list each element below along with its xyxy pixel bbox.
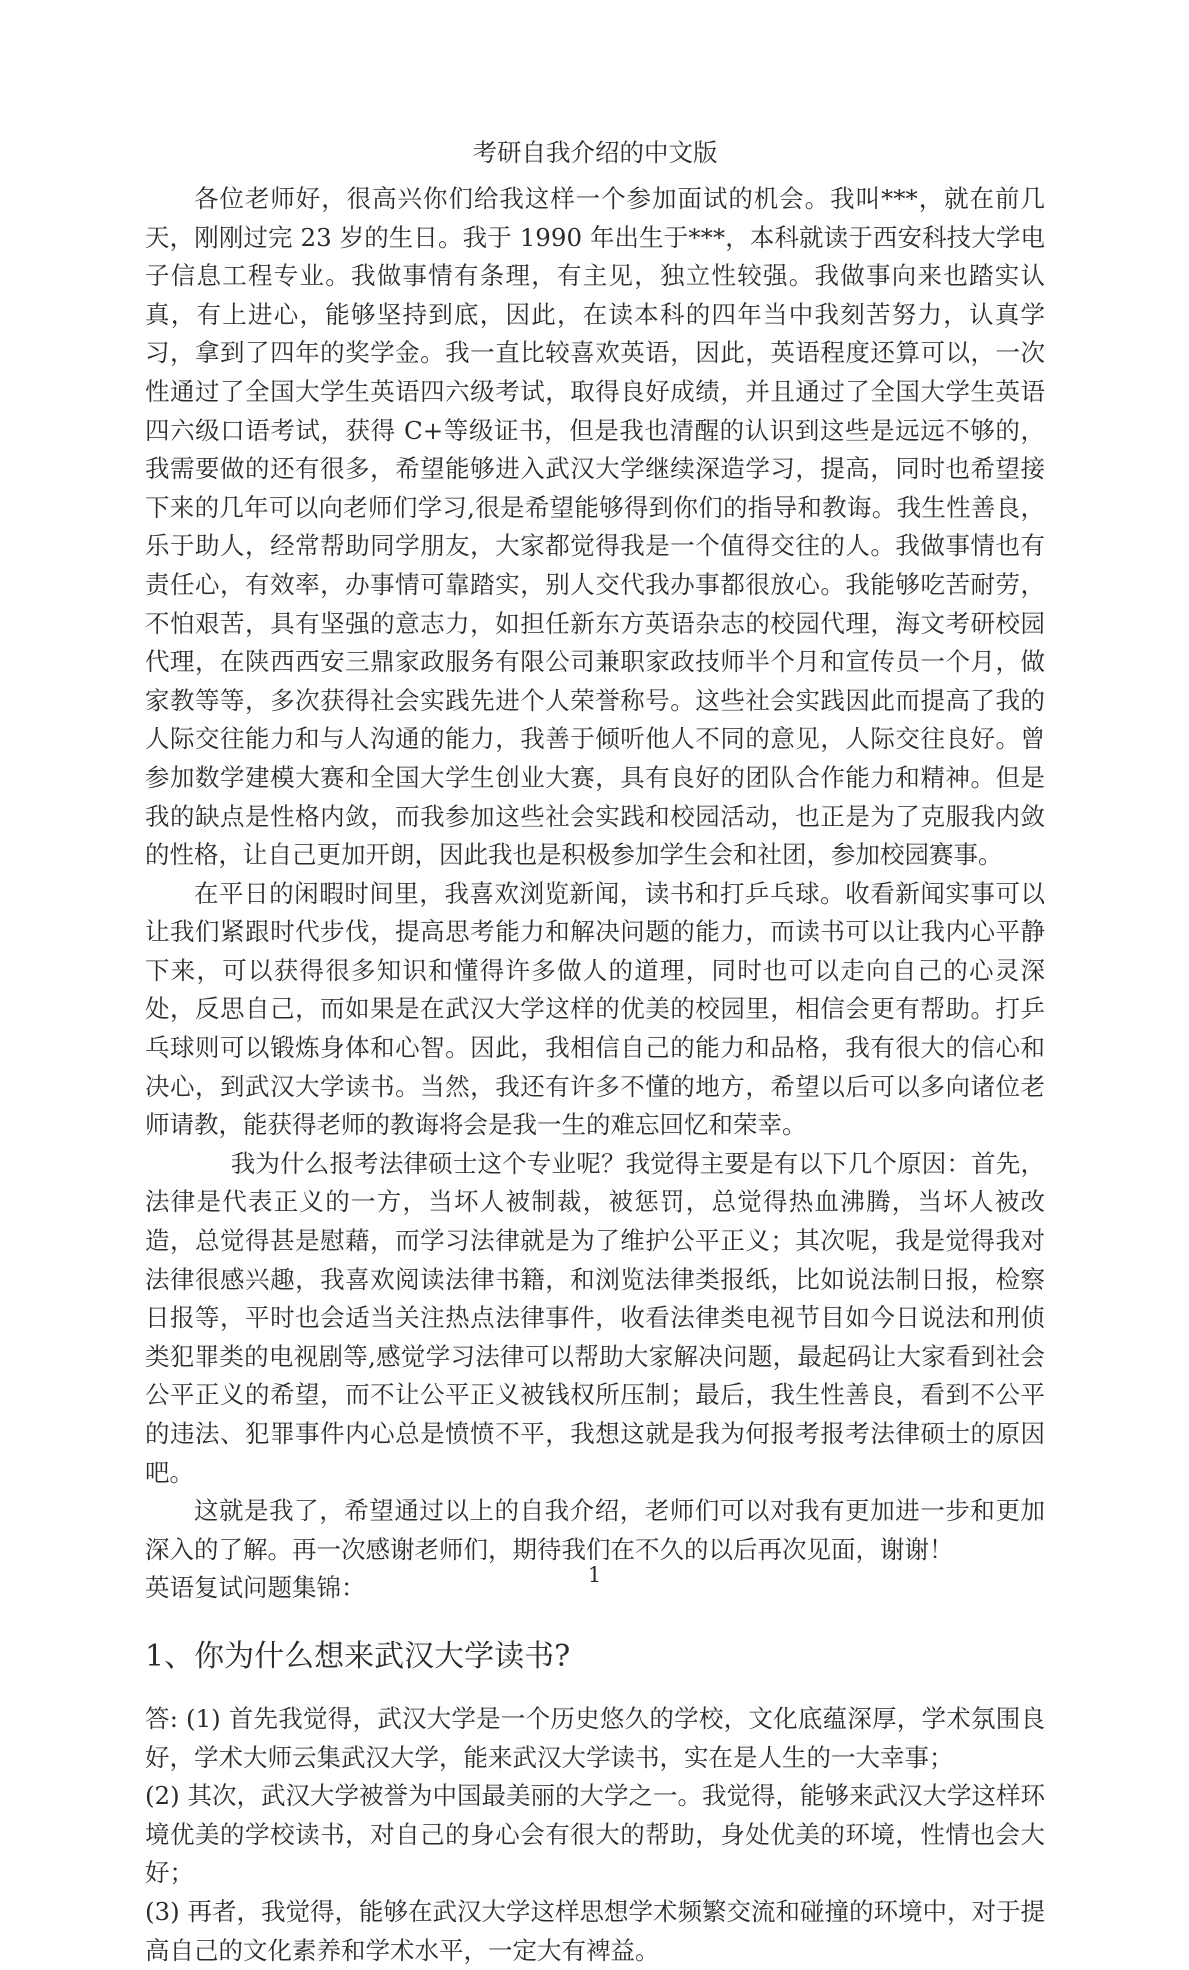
answer-point-3: (3) 再者，我觉得，能够在武汉大学这样思想学术频繁交流和碰撞的环境中，对于提高自己的文化素养和学术水平，一定大有裨益。 (145, 1896, 1045, 1965)
answer-point-1: 答: (1) 首先我觉得，武汉大学是一个历史悠久的学校，文化底蕴深厚，学术氛围良好，学术大师云集武汉大学，能来武汉大学读书，实在是人生的一大幸事； (145, 1703, 1045, 1772)
paragraph-closing: 这就是我了，希望通过以上的自我介绍，老师们可以对我有更加进一步和更加深入的了解。再一次感谢老师们，期待我们在不久的以后再次见面，谢谢！ (145, 1496, 1045, 1564)
paragraph-hobbies: 在平日的闲暇时间里，我喜欢浏览新闻，读书和打乒乓球。收看新闻实事可以让我们紧跟时代步伐，提高思考能力和解决问题的能力，而读书可以让我内心平静下来，可以获得很多知识和懂得许多做人的道理，同时也可以走向自己的心灵深处，反思自己，而如果是在武汉大学这样的优美的校园里，相信会更有帮助。打乒乓球则可以锻炼身体和心智。因此，我相信自己的能力和品格，我有很大的信心和决心，到武汉大学读书。当然，我还有许多不懂的地方，希望以后可以多向诸位老师请教，能获得老师的教诲将会是我一生的难忘回忆和荣幸。 (145, 878, 1045, 1140)
document-title: 考研自我介绍的中文版 (472, 138, 718, 167)
page-number: 1 (587, 1563, 602, 1587)
answer-point-2: (2) 其次，武汉大学被誉为中国最美丽的大学之一。我觉得，能够来武汉大学这样环境优美的学校读书，对自己的身心会有很大的帮助，身处优美的环境，性情也会大好； (145, 1781, 1045, 1888)
paragraph-why-law-major: 我为什么报考法律硕士这个专业呢？我觉得主要是有以下几个原因：首先，法律是代表正义的一方，当坏人被制裁，被惩罚，总觉得热血沸腾，当坏人被改造，总觉得甚是慰藉，而学习法律就是为了维护公平正义；其次呢，我是觉得我对法律很感兴趣，我喜欢阅读法律书籍，和浏览法律类报纸，比如说法制日报，检察日报等，平时也会适当关注热点法律事件，收看法律类电视节目如今日说法和刑侦类犯罪类的电视剧等,感觉学习法律可以帮助大家解决问题，最起码让大家看到社会公平正义的希望，而不让公平正义被钱权所压制；最后，我生性善良，看到不公平的违法、犯罪事件内心总是愤愤不平，我想这就是我为何报考报考法律硕士的原因吧。 (145, 1148, 1045, 1487)
question-1-heading: 1、你为什么想来武汉大学读书? (145, 1638, 571, 1674)
section-label-english-retest: 英语复试问题集锦： (145, 1573, 366, 1603)
paragraph-self-introduction: 各位老师好，很高兴你们给我这样一个参加面试的机会。我叫***，就在前几天，刚刚过完 23 岁的生日。我于 1990 年出生于***，本科就读于西安科技大学电子信息工程专业。我做事情有条理，有主见，独立性较强。我做事向来也踏实认真，有上进心，能够坚持到底，因此，在读本科的四年当中我刻苦努力，认真学习，拿到了四年的奖学金。我一直比较喜欢英语，因此，英语程度还算可以，一次性通过了全国大学生英语四六级考试，取得良好成绩，并且通过了全国大学生英语四六级口语考试，获得 C+等级证书，但是我也清醒的认识到这些是远远不够的，我需要做的还有很多，希望能够进入武汉大学继续深造学习，提高，同时也希望接下来的几年可以向老师们学习,很是希望能够得到你们的指导和教诲。我生性善良，乐于助人，经常帮助同学朋友，大家都觉得我是一个值得交往的人。我做事情也有责任心，有效率，办事情可靠踏实，别人交代我办事都很放心。我能够吃苦耐劳，不怕艰苦，具有坚强的意志力，如担任新东方英语杂志的校园代理，海文考研校园代理，在陕西西安三鼎家政服务有限公司兼职家政技师半个月和宣传员一个月，做家教等等，多次获得社会实践先进个人荣誉称号。这些社会实践因此而提高了我的人际交往能力和与人沟通的能力，我善于倾听他人不同的意见，人际交往良好。曾参加数学建模大赛和全国大学生创业大赛，具有良好的团队合作能力和精神。但是我的缺点是性格内敛，而我参加这些社会实践和校园活动，也正是为了克服我内敛的性格，让自己更加开朗，因此我也是积极参加学生会和社团，参加校园赛事。 (145, 184, 1045, 870)
